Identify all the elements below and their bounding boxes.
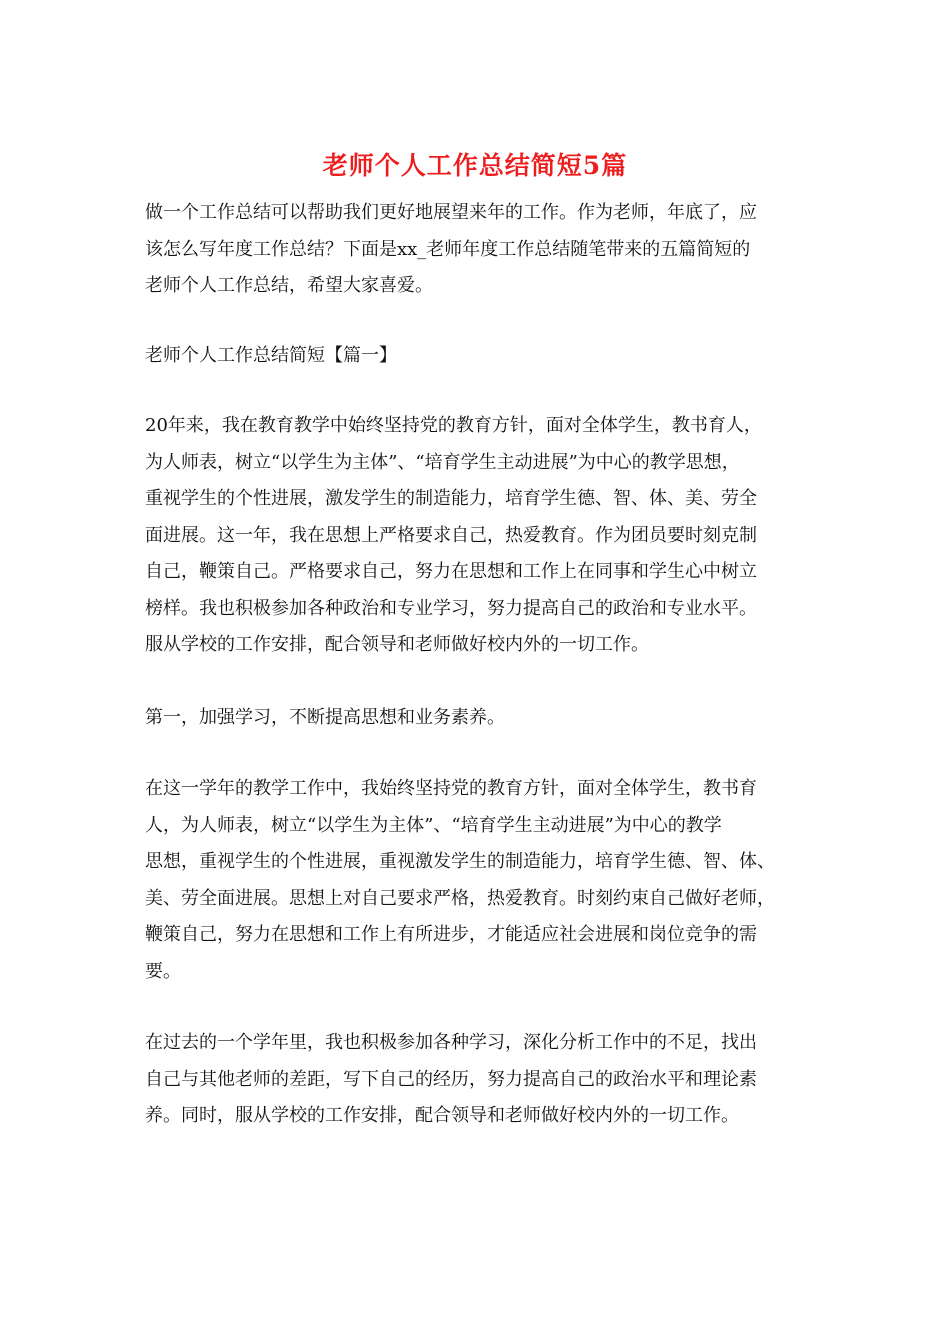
paragraph-line: 养。同时，服从学校的工作安排，配合领导和老师做好校内外的一切工作。 bbox=[145, 1105, 739, 1126]
paragraph-1 bbox=[145, 408, 815, 664]
intro-line: 做一个工作总结可以帮助我们更好地展望来年的工作。作为老师，年底了，应 bbox=[145, 202, 757, 223]
intro-line: 老师个人工作总结，希望大家喜爱。 bbox=[145, 275, 433, 296]
section-heading-text: 老师个人工作总结简短【篇一】 bbox=[145, 345, 397, 366]
paragraph-line: 自己与其他老师的差距，写下自己的经历，努力提高自己的政治水平和理论素 bbox=[145, 1068, 757, 1090]
document-title: 老师个人工作总结简短5篇 bbox=[322, 151, 628, 180]
paragraph-line: 要。 bbox=[145, 960, 181, 982]
paragraph-line: 人，为人师表，树立“以学生为主体”、“培育学生主动进展”为中心的教学 bbox=[145, 814, 722, 836]
paragraph-line: 榜样。我也积极参加各种政治和专业学习，努力提高自己的政治和专业水平。 bbox=[145, 597, 757, 619]
paragraph-line: 在这一学年的教学工作中，我始终坚持党的教育方针，面对全体学生，教书育 bbox=[145, 778, 757, 799]
paragraph-line: 重视学生的个性进展，激发学生的制造能力，培育学生德、智、体、美、劳全 bbox=[145, 488, 757, 509]
paragraph-line: 为人师表，树立“以学生为主体”、“培育学生主动进展”为中心的教学思想， bbox=[145, 451, 740, 473]
paragraph-line: 面进展。这一年，我在思想上严格要求自己，热爱教育。作为团员要时刻克制 bbox=[145, 524, 757, 546]
paragraph-line: 自己，鞭策自己。严格要求自己，努力在思想和工作上在同事和学生心中树立 bbox=[145, 561, 757, 582]
point-1-text: 第一，加强学习，不断提高思想和业务素养。 bbox=[145, 707, 505, 728]
intro-paragraph bbox=[145, 195, 815, 305]
paragraph-line: 在过去的一个学年里，我也积极参加各种学习，深化分析工作中的不足，找出 bbox=[145, 1032, 757, 1053]
paragraph-line: 鞭策自己，努力在思想和工作上有所进步，才能适应社会进展和岗位竞争的需 bbox=[145, 924, 757, 945]
paragraph-line: 美、劳全面进展。思想上对自己要求严格，热爱教育。时刻约束自己做好老师， bbox=[145, 887, 775, 909]
paragraph-2 bbox=[145, 771, 815, 990]
paragraph-line: 思想，重视学生的个性进展，重视激发学生的制造能力，培育学生德、智、体、 bbox=[145, 851, 775, 872]
paragraph-line: 20年来，我在教育教学中始终坚持党的教育方针，面对全体学生，教书育人， bbox=[145, 415, 762, 436]
point-1 bbox=[145, 700, 815, 737]
intro-line: 该怎么写年度工作总结？下面是xx_老师年度工作总结随笔带来的五篇简短的 bbox=[145, 238, 751, 260]
paragraph-3 bbox=[145, 1025, 815, 1135]
section-heading bbox=[145, 338, 815, 375]
paragraph-line: 服从学校的工作安排，配合领导和老师做好校内外的一切工作。 bbox=[145, 634, 649, 655]
